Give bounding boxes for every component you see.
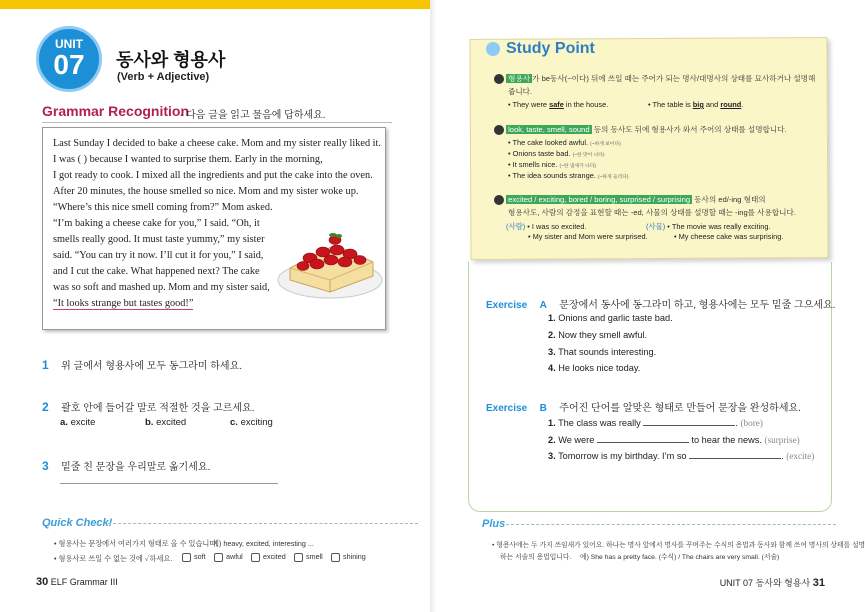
grammar-recognition-instruction: - 다음 글을 읽고 물음에 답하세요. bbox=[180, 110, 326, 121]
question-3 bbox=[42, 457, 210, 475]
grammar-recognition-title: Grammar Recognition bbox=[42, 103, 190, 119]
exercise-a-item[interactable]: 3. That sounds interesting. bbox=[548, 347, 657, 357]
reading-line: and I cut the cake. What happened next? The cake bbox=[53, 266, 260, 277]
quick-check-line2: • 형용사로 쓰일 수 없는 것에 ✓하세요. bbox=[54, 554, 173, 563]
study-example: • They were safe in the house. bbox=[508, 100, 609, 109]
option-b[interactable]: b. excited bbox=[145, 417, 187, 428]
reading-line: I was ( ) because I wanted to surprise them. Early in the morning, bbox=[53, 154, 323, 165]
checkbox-shining[interactable]: shining bbox=[331, 552, 366, 562]
question-number: 1 bbox=[42, 358, 49, 372]
study-point-3-cont: 형용사도, 사람의 감정을 표현할 때는 -ed, 사물의 상태를 설명할 때는 -ing를 사용합니다. bbox=[508, 208, 796, 217]
quick-check-example: 예) heavy, excited, interesting ... bbox=[212, 539, 314, 548]
footer-unit: UNIT 07 bbox=[719, 578, 754, 588]
study-point-title: Study Point bbox=[486, 40, 595, 58]
reading-line: said. “You can try it now. I’ll cut it for you,” I said, bbox=[53, 250, 264, 261]
exercise-b-item: 2. We were to hear the news. (surprise) bbox=[548, 435, 800, 445]
study-example: • The idea sounds strange. (~하게 들리다) bbox=[508, 171, 629, 180]
reading-line: “Where’s this nice smell coming from?” Mom asked. bbox=[53, 202, 273, 213]
unit-title: 동사와 형용사 bbox=[116, 50, 226, 70]
study-example: • Onions taste bad. (~한 맛이 나다) bbox=[508, 149, 605, 158]
exercise-b-header: Exercise B 주어진 단어를 알맞은 형태로 만들어 문장을 완성하세요. bbox=[486, 403, 801, 414]
quick-check-title: Quick Check! bbox=[42, 517, 113, 529]
answer-blank[interactable] bbox=[689, 450, 781, 459]
quick-check-line1: • 형용사는 문장에서 여러가지 형태로 올 수 있습니다. bbox=[54, 539, 219, 548]
underlined-sentence: “It looks strange but tastes good!” bbox=[53, 298, 194, 309]
study-example: (사람) • I was so excited. bbox=[506, 222, 587, 231]
unit-label: UNIT bbox=[55, 37, 83, 51]
reading-line: smells really good. It must taste yummy,” my sister bbox=[53, 234, 265, 245]
cheesecake-illustration bbox=[275, 210, 385, 302]
page-fold bbox=[430, 0, 436, 612]
option-c[interactable]: c. exciting bbox=[230, 417, 273, 428]
footer-title: 동사와 형용사 bbox=[755, 578, 811, 588]
flower-bullet-icon bbox=[494, 125, 504, 135]
answer-blank[interactable] bbox=[643, 417, 735, 426]
question-2 bbox=[42, 398, 254, 416]
study-example: • My sister and Mom were surprised. bbox=[528, 232, 648, 241]
pin-icon bbox=[486, 42, 500, 56]
study-example: • The table is big and round. bbox=[648, 100, 744, 109]
answer-line[interactable] bbox=[60, 483, 278, 484]
unit-subtitle: (Verb + Adjective) bbox=[117, 71, 210, 83]
question-number: 3 bbox=[42, 459, 49, 473]
study-point-1-cont: 줍니다. bbox=[508, 87, 533, 96]
study-point-3: excited / exciting, bored / boring, surprised / surprising 동사의 ed/-ing 형태의 bbox=[494, 194, 766, 205]
exercise-b-item: 3. Tomorrow is my birthday. I’m so . (excite) bbox=[548, 451, 815, 461]
flower-bullet-icon bbox=[494, 74, 504, 84]
divider bbox=[42, 122, 392, 123]
footer-right bbox=[720, 576, 825, 589]
plus-title: Plus bbox=[482, 518, 506, 530]
plus-line2: 하는 서술의 용법입니다. bbox=[500, 554, 572, 561]
option-a[interactable]: a. excite bbox=[60, 417, 96, 428]
reading-line: was so soft and mashed up. Mom and my sister said, bbox=[53, 282, 270, 293]
exercise-a-item[interactable]: 2. Now they smell awful. bbox=[548, 330, 648, 340]
question-number: 2 bbox=[42, 400, 49, 414]
study-example: • My cheese cake was surprising. bbox=[674, 232, 784, 241]
plus-example: 예) She has a pretty face. (수식) / The chairs are very small. (서술) bbox=[580, 554, 780, 561]
reading-line: “I’m baking a cheese cake for you,” I said. “Oh, it bbox=[53, 218, 260, 229]
divider bbox=[506, 524, 836, 525]
reading-line: Last Sunday I decided to bake a cheese cake. Mom and my sister really liked it. bbox=[53, 138, 381, 149]
unit-badge bbox=[36, 26, 102, 92]
reading-line: After 20 minutes, the house smelled so nice. Mom and my sister woke up. bbox=[53, 186, 359, 197]
checkbox-awful[interactable]: awful bbox=[214, 552, 243, 562]
plus-line1: • 형용사에는 두 가지 쓰임새가 있어요. 하나는 명사 앞에서 명사를 꾸며주는 수식의 용법과 동사와 함께 쓰여 명사의 상태를 설명 bbox=[492, 542, 865, 549]
question-1 bbox=[42, 356, 242, 374]
top-yellow-band bbox=[0, 0, 432, 9]
answer-blank[interactable] bbox=[597, 434, 689, 443]
page-number: 30 bbox=[36, 576, 49, 588]
exercise-b-item: 1. The class was really . (bore) bbox=[548, 418, 763, 428]
exercise-a-item[interactable]: 1. Onions and garlic taste bad. bbox=[548, 313, 673, 323]
checkbox-smell[interactable]: smell bbox=[294, 552, 323, 562]
footer-left bbox=[36, 576, 118, 588]
study-example: • The cake looked awful. (~하게 보이다) bbox=[508, 138, 621, 147]
study-example: (사물) • The movie was really exciting. bbox=[646, 222, 771, 231]
question-text: 위 글에서 형용사에 모두 동그라미 하세요. bbox=[61, 361, 243, 372]
study-example: • It smells nice. (~한 냄새가 나다) bbox=[508, 160, 596, 169]
exercise-a-header: Exercise A 문장에서 동사에 동그라미 하고, 형용사에는 모두 밑줄 그으세요. bbox=[486, 300, 836, 311]
checkbox-excited[interactable]: excited bbox=[251, 552, 286, 562]
exercise-a-item[interactable]: 4. He looks nice today. bbox=[548, 363, 641, 373]
divider bbox=[108, 523, 418, 524]
study-point-2: look, taste, smell, sound 등의 동사도 뒤에 형용사가 와서 주어의 상태를 설명합니다. bbox=[494, 124, 787, 135]
unit-number: 07 bbox=[53, 49, 85, 80]
checkbox-soft[interactable]: soft bbox=[182, 552, 206, 562]
question-text: 밑줄 친 문장을 우리말로 옮기세요. bbox=[61, 462, 211, 473]
flower-bullet-icon bbox=[494, 195, 504, 205]
page-number: 31 bbox=[812, 577, 825, 589]
question-text: 괄호 안에 들어갈 말로 적절한 것을 고르세요. bbox=[61, 403, 255, 414]
study-point-1: 형용사 가 be동사(~이다) 뒤에 쓰일 때는 주어가 되는 명사/대명사의 상태를 묘사하거나 설명해 bbox=[494, 73, 815, 84]
reading-line: I got ready to cook. I mixed all the ingredients and put the cake into the oven. bbox=[53, 170, 373, 181]
book-title: ELF Grammar III bbox=[50, 577, 118, 587]
